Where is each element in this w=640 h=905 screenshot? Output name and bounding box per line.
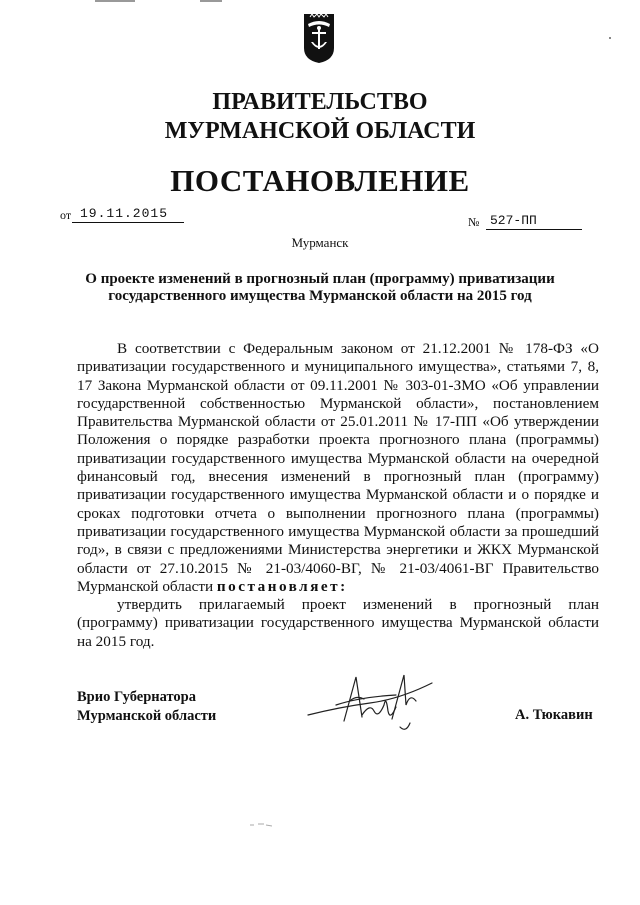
document-type: ПОСТАНОВЛЕНИЕ (170, 163, 470, 198)
scan-mark (200, 0, 222, 2)
number-prefix: № (468, 215, 480, 229)
government-name (0, 88, 640, 146)
scan-smudge (250, 823, 272, 827)
document-date: 19.11.2015 (72, 206, 184, 223)
resolution-paragraph: утвердить прилагаемый проект изменений в прогнозный план (программу) приватизации государственного имущества Мурманской области на 2015 год. (77, 596, 599, 650)
coat-of-arms-icon (302, 12, 336, 64)
heading-line-1: О проекте изменений в прогнозный план (программу) приватизации (85, 271, 555, 287)
date-prefix: от (60, 208, 72, 222)
government-line-1: ПРАВИТЕЛЬСТВО (212, 89, 428, 115)
signatory-position-line-1: Врио Губернатора (77, 689, 196, 705)
signatory-position (77, 688, 216, 726)
body-paragraph (77, 340, 599, 596)
government-line-2: МУРМАНСКОЙ ОБЛАСТИ (164, 118, 476, 144)
document-number: 527-ПП (486, 213, 582, 230)
signatory-position-line-2: Мурманской области (77, 708, 217, 724)
body-main-text: В соответствии с Федеральным законом от 21.12.2001 № 178-ФЗ «О приватизации государственного и муниципального имущества», статьями 7, 8, 17 Закона Мурманской области от 09.11.2001 № 303-01-ЗМО «Об управлении государственной собственностью Мурманской области», постановлением Правительства Мурманской области от 25.01.2011 № 17-ПП «Об утверждении Положения о порядке разработки проекта прогнозного плана (программы) приватизации государственного имущества Мурманской области на очередной финансовый год, внесения изменений в прогнозный план (программу) приватизации государственного имущества Мурманской области и о порядке и сроках подготовки отчета о выполнении прогнозного плана (программы) приватизации государственного имущества Мурманской области за прошедший год», в связи с предложениями Министерства энергетики и ЖКХ Мурманской области от 27.10.2015 № 21-03/4060-ВГ, № 21-03/4061-ВГ Правительство Мурманской области (77, 340, 599, 595)
decree-word: постановляет: (216, 577, 348, 595)
scan-dot (609, 37, 611, 39)
document-body (77, 340, 599, 651)
signature-icon (300, 665, 450, 737)
signatory-name: А. Тюкавин (515, 707, 593, 723)
city: Мурманск (291, 235, 349, 250)
scan-mark (95, 0, 135, 2)
document-heading (78, 271, 562, 305)
heading-line-2: государственного имущества Мурманской области на 2015 год (108, 288, 532, 304)
